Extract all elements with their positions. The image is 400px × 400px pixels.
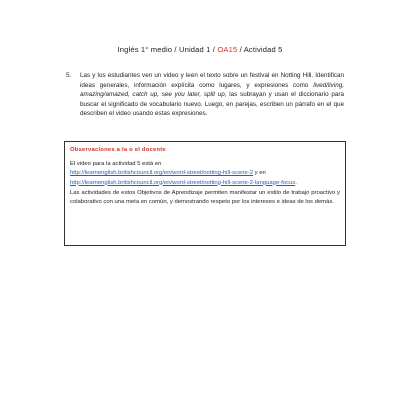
- page-header: [0, 45, 400, 54]
- header-suffix: / Actividad 5: [237, 45, 283, 54]
- teacher-notes-paragraph-2: Las actividades de estos Objetivos de Aprendizaje permiten manifestar un estilo de trabajo proactivo y colaborativo con una meta en común, y demostrando respeto por los intereses e ideas de los demás.: [70, 189, 340, 206]
- teacher-notes-box: [64, 141, 346, 246]
- video-intro-text: El video para la actividad 5 está en: [70, 161, 162, 168]
- header-objective-code: OA15: [217, 45, 238, 54]
- teacher-notes-title: Observaciones a la o el docente: [70, 147, 166, 153]
- video-link-connector: y en: [253, 170, 266, 177]
- activity-text: [80, 71, 344, 119]
- activity-text-part2: las subrayan y usan el diccionario para buscar el significado de vocabulario nuevo. Luego, en parejas, escriben un párrafo en el que describen el video usando estas expresiones.: [80, 91, 344, 118]
- activity-item: [66, 71, 344, 119]
- video-link-1[interactable]: http://learnenglish.britishcouncil.org/en/word-street/notting-hill-scene-2: [70, 170, 254, 177]
- video-link-2[interactable]: http://learnenglish.britishcouncil.org/en/word-street/notting-hill-scene-2-language-focus: [70, 179, 296, 186]
- teacher-notes-paragraph-1: [70, 160, 340, 188]
- header-prefix: Inglés 1° medio / Unidad 1 /: [117, 45, 218, 54]
- video-links-end: .: [295, 179, 297, 186]
- activity-text-part1: Las y los estudiantes ven un video y leen el texto sobre un festival en Notting Hill. Identifican ideas generales, información explícita como lugares, y expresiones como: [80, 72, 344, 89]
- activity-expressions: lived/living, amazing/amazed, catch up, see you later, split up,: [80, 81, 344, 99]
- activity-number: 5.: [66, 72, 72, 79]
